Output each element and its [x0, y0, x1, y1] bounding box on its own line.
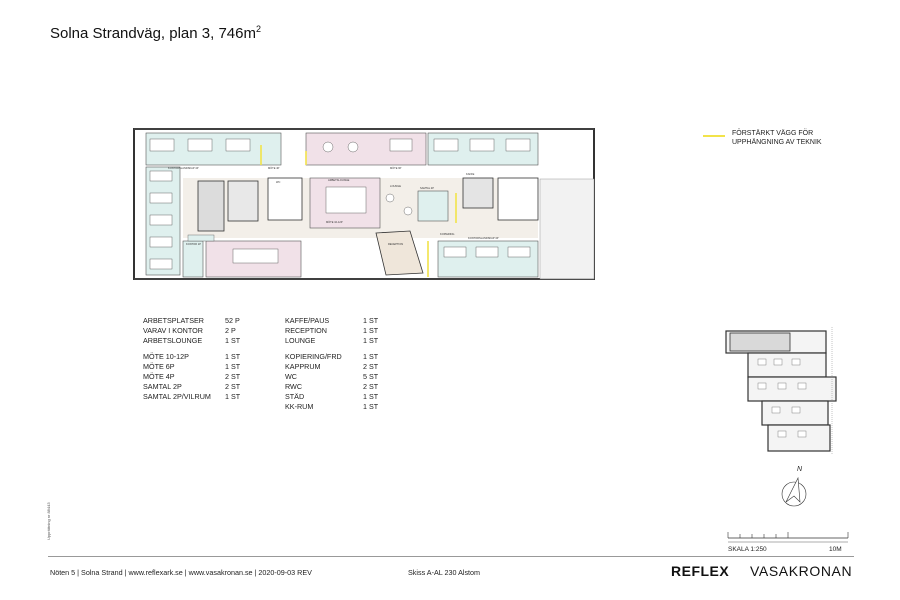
- schedule-item-value: 1 ST: [363, 326, 379, 335]
- schedule-item-value: 52 P: [225, 316, 240, 325]
- schedule-row: [285, 362, 397, 372]
- schedule-item-name: KAFFE/PAUS: [285, 316, 330, 325]
- schedule-item-value: 2 ST: [225, 372, 241, 381]
- title-text: Solna Strandväg, plan 3, 746m: [50, 25, 256, 42]
- schedule-item-value: 1 ST: [363, 352, 379, 361]
- label-kaffe: KAFFE: [466, 173, 475, 176]
- schedule-row: [285, 392, 397, 402]
- schedule-item-name: SAMTAL 2P: [143, 382, 182, 391]
- schedule-row: [143, 392, 259, 402]
- samtal-room: [418, 191, 448, 221]
- schedule-left: [143, 316, 259, 402]
- schedule-item-name: VARAV I KONTOR: [143, 326, 203, 335]
- schedule-item-name: SAMTAL 2P/VILRUM: [143, 392, 211, 401]
- core-lifts: [228, 181, 258, 221]
- schedule-item-name: RECEPTION: [285, 326, 327, 335]
- schedule-row: [143, 372, 259, 382]
- schedule-item-value: 1 ST: [225, 362, 241, 371]
- label-kontorslandskap-top: KONTORSLANDSKAP 4P: [168, 167, 199, 170]
- reflex-logo: REFLEX: [671, 563, 730, 579]
- schedule-item-name: MÖTE 4P: [143, 372, 175, 381]
- schedule-item-value: 5 ST: [363, 372, 379, 381]
- north-label: N: [797, 466, 803, 473]
- legend-text: FÖRSTÄRKT VÄGG FÖR UPPHÄNGNING AV TEKNIK: [732, 130, 822, 146]
- reinforced-wall-swatch: [703, 135, 725, 137]
- schedule-row: [285, 382, 397, 392]
- schedule-item-value: 1 ST: [363, 316, 379, 325]
- kaffe-room: [463, 178, 493, 208]
- schedule-row: [143, 382, 259, 392]
- schedule-item-value: 1 ST: [225, 352, 241, 361]
- schedule-row: [285, 402, 397, 412]
- keyplan-block-5: [768, 425, 830, 451]
- schedule-row: [285, 326, 397, 336]
- schedule-item-value: 1 ST: [225, 392, 241, 401]
- keyplan-highlight: [730, 333, 790, 351]
- schedule-item-name: ARBETSLOUNGE: [143, 336, 203, 345]
- label-mote-10-12p: MÖTE 10-12P: [326, 221, 343, 224]
- schedule-row: [143, 362, 259, 372]
- label-samtal-2p: SAMTAL 2P: [420, 187, 434, 190]
- north-arrow-icon: [780, 468, 810, 510]
- schedule-item-value: 2 ST: [363, 382, 379, 391]
- workspace-bottom-right: [438, 241, 538, 277]
- right-wing-hatch: [540, 179, 594, 279]
- schedule-item-value: 1 ST: [363, 402, 379, 411]
- kontor-room: [188, 235, 214, 241]
- schedule-item-value: 2 P: [225, 326, 236, 335]
- label-arbetslounge: ARBETSLOUNGE: [328, 179, 350, 182]
- schedule-item-name: KK-RUM: [285, 402, 314, 411]
- schedule-item-name: KAPPRUM: [285, 362, 321, 371]
- schedule-row: [285, 336, 397, 346]
- scale-end-label: 10M: [829, 546, 842, 553]
- schedule-item-name: STÄD: [285, 392, 305, 401]
- label-reception: RECEPTION: [388, 243, 404, 246]
- page-title: [50, 24, 261, 42]
- core-stairs: [198, 181, 224, 231]
- scale-label: SKALA 1:250: [728, 546, 767, 553]
- schedule-item-name: ARBETSPLATSER: [143, 316, 204, 325]
- label-lounge: LOUNGE: [390, 185, 401, 188]
- key-plan: [722, 327, 844, 455]
- schedule-right: [285, 316, 397, 412]
- label-wc: WC: [276, 181, 281, 184]
- scale-bar: [726, 528, 850, 558]
- label-kontor-1p: KONTOR 1P: [186, 243, 201, 246]
- schedule-item-name: KOPIERING/FRD: [285, 352, 342, 361]
- schedule-row: [143, 326, 259, 336]
- side-reference-text: Upprättning nr 88443: [46, 502, 51, 540]
- floor-plan: [128, 123, 600, 285]
- label-kopiering: KOPIERING: [440, 233, 455, 236]
- wc-block: [268, 178, 302, 220]
- schedule-item-value: 2 ST: [225, 382, 241, 391]
- workspace-bottom-left: [183, 241, 203, 277]
- footer-address: Nöten 5 | Solna Strand | www.reflexark.se | www.vasakronan.se | 2020-09-03 REV: [50, 568, 312, 577]
- vasakronan-logo: VASAKRONAN: [750, 563, 853, 579]
- label-mote-4p: MÖTE 4P: [268, 167, 280, 170]
- footer-sketch-ref: Skiss A-AL 230 Alstom: [408, 568, 481, 577]
- legend: [703, 129, 822, 147]
- footer-rule: [48, 556, 854, 557]
- label-kontorslandskap-right: KONTORSLANDSKAP 4P: [468, 237, 499, 240]
- label-mote-6p: MÖTE 6P: [390, 167, 402, 170]
- schedule-row: [285, 352, 397, 362]
- schedule-row: [143, 316, 259, 326]
- schedule-item-name: WC: [285, 372, 297, 381]
- schedule-item-name: MÖTE 6P: [143, 362, 175, 371]
- title-superscript: 2: [255, 24, 261, 34]
- schedule-item-value: 2 ST: [363, 362, 379, 371]
- schedule-row: [143, 352, 259, 362]
- wc-block-right: [498, 178, 538, 220]
- schedule-item-value: 1 ST: [225, 336, 241, 345]
- schedule-item-name: LOUNGE: [285, 336, 316, 345]
- schedule-row: [285, 372, 397, 382]
- schedule-row: [143, 336, 259, 346]
- schedule-item-value: 1 ST: [363, 392, 379, 401]
- schedule-item-value: 1 ST: [363, 336, 379, 345]
- schedule-item-name: RWC: [285, 382, 303, 391]
- schedule-row: [285, 316, 397, 326]
- schedule-item-name: MÖTE 10-12P: [143, 352, 189, 361]
